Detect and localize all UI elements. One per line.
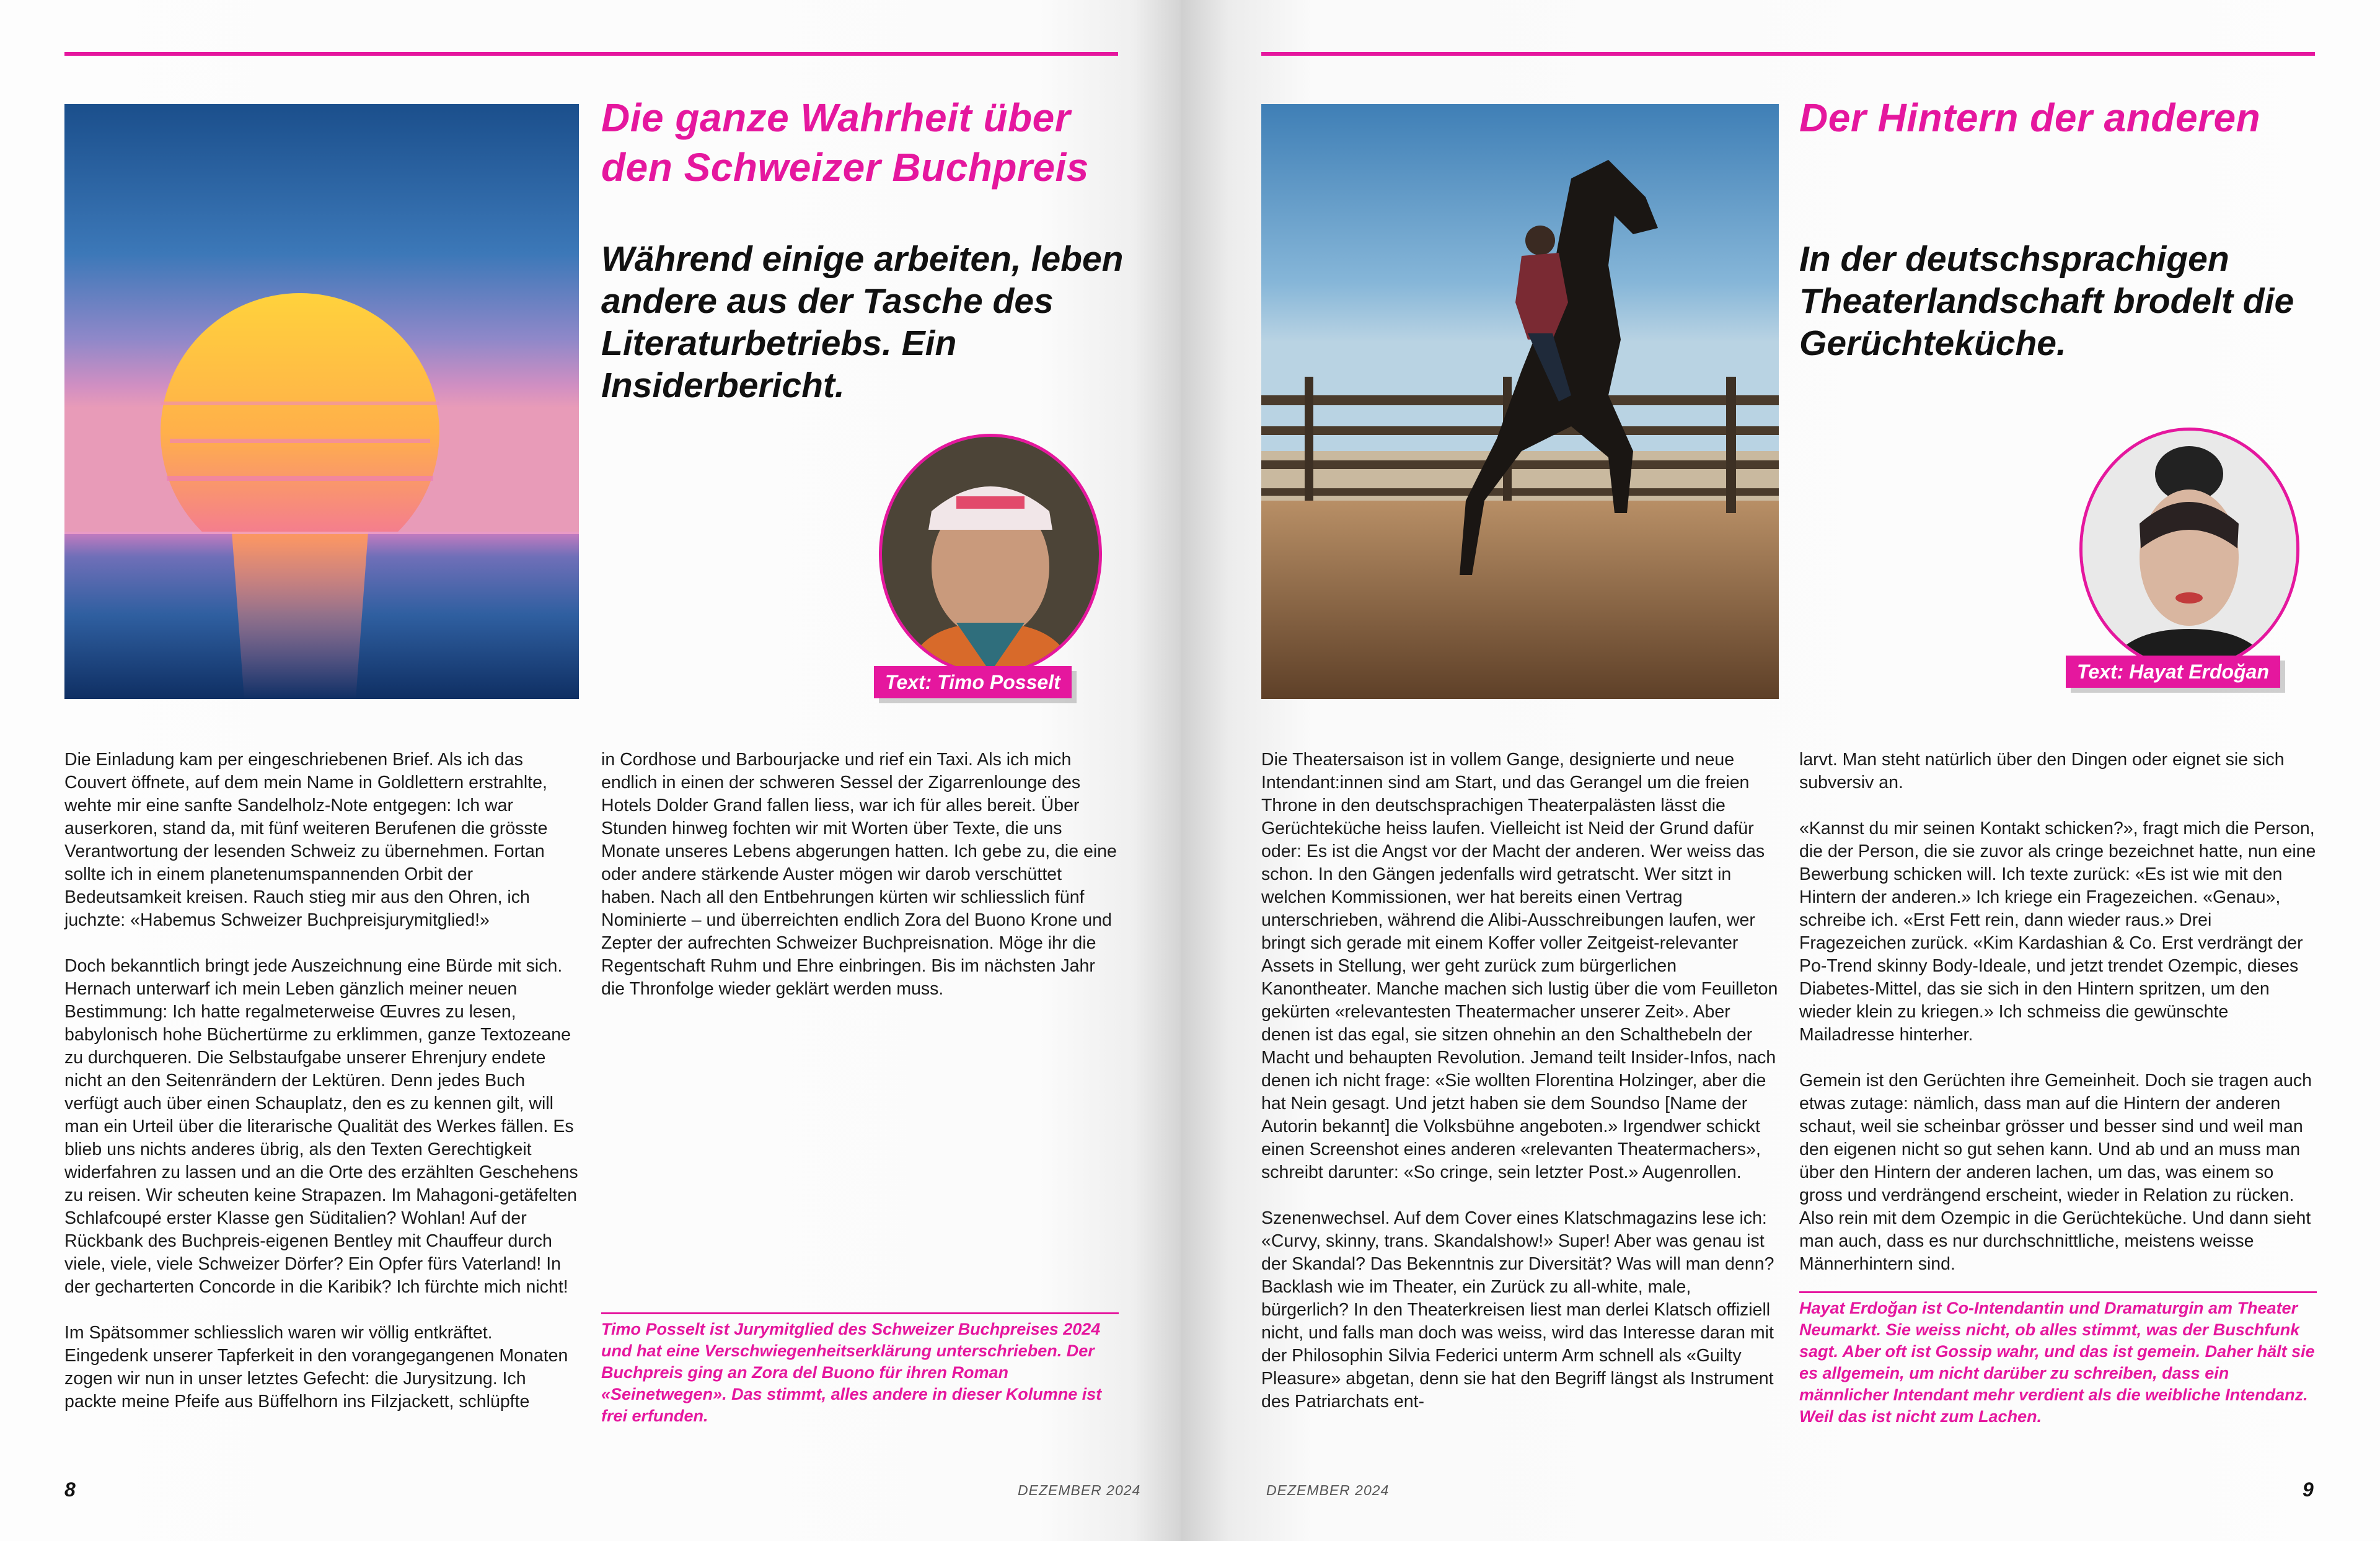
note-rule bbox=[601, 1312, 1119, 1314]
article-column-1 bbox=[1261, 749, 1779, 1436]
page-number: 9 bbox=[2303, 1478, 2314, 1501]
author-portrait bbox=[2079, 428, 2299, 670]
paragraph: Gemein ist den Gerüchten ihre Gemeinheit. Doch sie tragen auch etwas zutage: nämlich, dass man auf die Hintern der anderen schaut, weil sie scheinbar grösser und besser sind und weil man den eigenen nicht so gut sehen kann. Und ab und an muss man über den Hintern der anderen lachen, um das, was einem so gross und verdrängend erscheint, wieder in Relation zu rücken. Also rein mit dem Ozempic in die Gerüchteküche. Und dann sieht man auch, dass es nur durchschnittliche, meistens weisse Männerhintern sind. bbox=[1799, 1071, 2312, 1274]
byline: Text: Hayat Erdoğan bbox=[2066, 656, 2280, 688]
paragraph: larvt. Man steht natürlich über den Dingen oder eignet sie sich subversiv an. bbox=[1799, 750, 2285, 792]
paragraph: Die Theatersaison ist in vollem Gange, designierte und neue Intendant:innen sind am Start, und das Gerangel um die freien Throne in den deutschsprachigen Theaterpalästen lässt die Gerüchteküche heiss laufen. Vielleicht ist Neid der Grund dafür oder: Es ist die Angst vor der Macht der anderen. Wer weiss das schon. In den Gängen jedenfalls wird getratscht. Wer sitzt in welchen Kommissionen, wer hat bereits einen Vertrag unterschrieben, während die Alibi-Ausschreibungen laufen, wer bringt sich gerade mit einem Koffer voller Zeitgeist-relevanter Assets in Stellung, wer geht zurück zum bürgerlichen Kanontheater. Manche machen sich lustig über die vom Feuilleton gekürten «relevantesten Theatermacher unserer Zeit». Aber denen ist das egal, sie sitzen ohnehin an den Schalthebeln der Macht und behaupten Revolution. Jemand teilt Insider-Infos, nach denen ich nicht frage: «Sie wollten Florentina Holzinger, aber die hat Nein gesagt. Und jetzt haben sie dem Soundso [Name der Autorin bekannt] die Volksbühne angeboten.» Irgendwer schickt einen Screenshot eines anderen «relevanten Theatermachers», schreibt darunter: «So cringe, sein letzter Post.» Augenrollen. bbox=[1261, 750, 1778, 1182]
headline: Die ganze Wahrheit über den Schweizer Buchpreis bbox=[601, 95, 1089, 190]
paragraph: in Cordhose und Barbourjacke und rief ein Taxi. Als ich mich endlich in einen der schweren Sessel der Zigarrenlounge des Hotels Dolder Grand fallen liess, war ich für alles bereit. Über Stunden hinweg fochten wir mit Worten über Texte, die uns Monate unseres Lebens abgerungen hatten. Ich gebe zu, die eine oder andere stärkende Auster mögen wir darob verschüttet haben. Nach all den Entbehrungen kürten wir schliesslich fünf Nominierte – und überreichten endlich Zora del Buono Krone und Zepter der aufrechten Schweizer Buchpreisnation. Möge ihr die Regentschaft Ruhm und Ehre einbringen. Bis im nächsten Jahr die Thronfolge wieder geklärt werden muss. bbox=[601, 750, 1117, 999]
author-note: Hayat Erdoğan ist Co-Intendantin und Dramaturgin am Theater Neumarkt. Sie weiss nicht, ob alles stimmt, was der Buschfunk sagt. Aber oft ist Gossip wahr, und das ist gemein. Daher hält sie es allgemein, um nicht darüber zu schreiben, dass ein männlicher Intendant mehr verdient als die weibliche Intendanz. Weil das ist nicht zum Lachen. bbox=[1799, 1299, 2315, 1426]
horse-photo bbox=[1261, 104, 1779, 699]
paragraph: Im Spätsommer schliesslich waren wir völlig entkräftet. Eingedenk unserer Tapferkeit in den vorangegangenen Monaten zogen wir nun in unser letztes Gefecht: die Jurysitzung. Ich packte meine Pfeife aus Büffelhorn ins Filzjackett, schlüpfte bbox=[64, 1323, 568, 1411]
page-number: 8 bbox=[64, 1478, 76, 1501]
author-portrait bbox=[879, 434, 1102, 675]
lead: In der deutschsprachigen Theaterlandschaft brodelt die Gerüchteküche. bbox=[1799, 239, 2294, 363]
top-rule bbox=[64, 52, 1118, 56]
byline: Text: Timo Posselt bbox=[874, 666, 1072, 698]
lead: Während einige arbeiten, leben andere aus der Tasche des Literaturbetriebs. Ein Insiderbericht. bbox=[601, 239, 1124, 405]
headline: Der Hintern der anderen bbox=[1799, 95, 2261, 140]
paragraph: Doch bekanntlich bringt jede Auszeichnung eine Bürde mit sich. Hernach unterwarf ich mein Leben gänzlich meiner neuen Bestimmung: Ich hatte regalmeterweise Œuvres zu lesen, babylonisch hohe Büchertürme zu erklimmen, ganze Textozeane zu durchqueren. Die Selbstaufgabe unserer Ehrenjury endete nicht an den Seitenrändern der Lektüren. Denn jedes Buch verfügt auch über einen Schauplatz, den es zu kennen gilt, will man ein Urteil über die literarische Qualität des Werkes fällen. Es blieb uns nichts anderes übrig, als den Texten Gerechtigkeit widerfahren zu lassen und an die Orte des erzählten Geschehens zu reisen. Wir scheuten keine Strapazen. Im Mahagoni-getäfelten Schlafcoupé erster Klasse gen Süditalien? Wohlan! Auf der Rückbank des Buchpreis-eigenen Bentley mit Chauffeur durch viele, viele, viele Schweizer Dörfer? Ein Opfer fürs Vaterland! In der gecharterten Concorde in die Karibik? Ich fürchte mich nicht! bbox=[64, 956, 578, 1297]
top-rule bbox=[1261, 52, 2315, 56]
paragraph: «Kannst du mir seinen Kontakt schicken?», fragt mich die Person, die der Person, die sie zuvor als cringe bezeichnet hatte, nun eine Bewerbung schicken will. Ich texte zurück: «Es ist wie mit den Hintern der anderen.» Ich kriege ein Fragezeichen. «Genau», schreibe ich. «Erst Fett rein, dann wieder raus.» Drei Fragezeichen zurück. «Kim Kardashian & Co. Erst verdrängt der Po-Trend skinny Body-Ideale, und jetzt trendet Ozempic, dieses Diabetes-Mittel, das sie sich in den Hintern spritzen, um den wieder klein zu kriegen.» Ich schmeiss die gewünschte Mailadresse hinterher. bbox=[1799, 819, 2316, 1045]
issue-date: DEZEMBER 2024 bbox=[1018, 1482, 1141, 1498]
article-column-2 bbox=[601, 749, 1119, 1024]
paragraph: Szenenwechsel. Auf dem Cover eines Klatschmagazins lese ich: «Curvy, skinny, trans. Skandalshow!» Super! Aber was genau ist der Skandal? Das Bekenntnis zur Diversität? Was will man denn? Backlash wie im Theater, ein Zurück zu all-white, male, bürgerlich? In den Theaterkreisen liest man derlei Klatsch offiziell nicht, und falls man doch was weiss, wird das Interesse daran mit der Philosophin Silvia Federici unterm Arm schnell als «Guilty Pleasure» abgetan, denn sie hat den Begriff längst als Instrument des Patriarchats ent- bbox=[1261, 1208, 1774, 1411]
article-column-2 bbox=[1799, 749, 2317, 1299]
author-note: Timo Posselt ist Jurymitglied des Schweizer Buchpreises 2024 und hat eine Verschwiegenheitserklärung unterschrieben. Der Buchpreis ging an Zora del Buono für ihren Roman «Seinetwegen». Das stimmt, alles andere in dieser Kolumne ist frei erfunden. bbox=[601, 1320, 1102, 1425]
note-rule bbox=[1799, 1291, 2317, 1293]
right-page bbox=[1181, 0, 2380, 1541]
issue-date: DEZEMBER 2024 bbox=[1266, 1482, 1390, 1498]
sunset-photo bbox=[64, 104, 579, 699]
article-column-1 bbox=[64, 749, 579, 1436]
paragraph: Die Einladung kam per eingeschriebenen Brief. Als ich das Couvert öffnete, auf dem mein Name in Goldlettern erstrahlte, wehte mir eine sanfte Sandelholz-Note entgegen: Ich war auserkoren, stand da, mit fünf weiteren Berufenen die grösste Verantwortung der lesenden Schweiz zu übernehmen. Fortan sollte ich in einem planetenumspannenden Orbit der Bedeutsamkeit kreisen. Rauch stieg mir aus den Ohren, ich juchzte: «Habemus Schweizer Buchpreisjurymitglied!» bbox=[64, 750, 548, 930]
left-page bbox=[0, 0, 1181, 1541]
